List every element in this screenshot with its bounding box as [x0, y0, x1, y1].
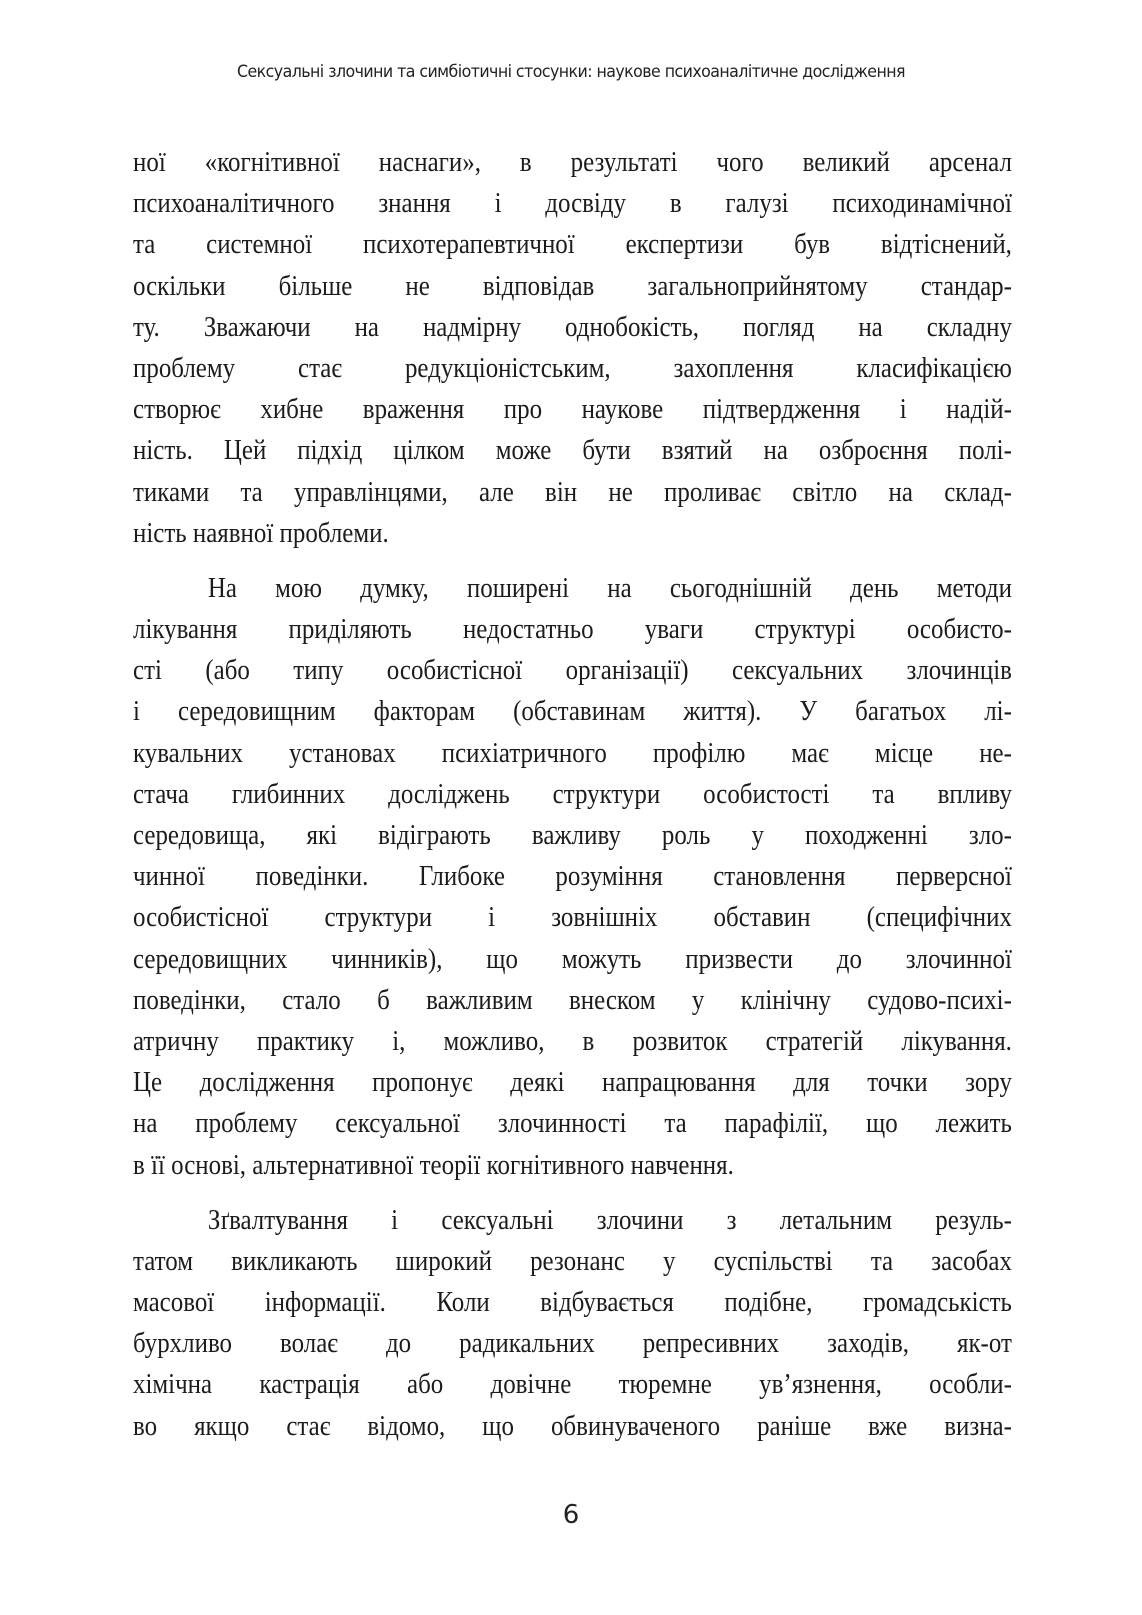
- text-line: психоаналітичного знання і досвіду в галузі психодинамічної: [133, 187, 1012, 220]
- text-line: тиками та управлінцями, але він не проливає світло на склад-: [133, 475, 1012, 508]
- page-number: 6: [562, 1500, 580, 1530]
- text-line: оскільки більше не відповідав загальноприйнятому стандар-: [133, 269, 1012, 302]
- text-line: особистісної структури і зовнішніх обставин (специфічних: [133, 901, 1012, 934]
- text-line: поведінки, стало б важливим внеском у клінічну судово-психі-: [133, 983, 1012, 1016]
- paragraph-spacer: [133, 554, 1012, 568]
- paragraph: [133, 1200, 1012, 1447]
- text-line: Зґвалтування і сексуальні злочини з летальним резуль-: [207, 1203, 1012, 1236]
- text-line: атричну практику і, можливо, в розвиток стратегій лікування.: [133, 1024, 1012, 1057]
- running-header: Сексуальні злочини та симбіотичні стосунки: наукове психоаналітичне дослідження: [237, 62, 905, 82]
- text-line: ту. Зважаючи на надмірну однобокість, погляд на складну: [133, 310, 1012, 343]
- text-line: татом викликають широкий резонанс у суспільстві та засобах: [133, 1244, 1012, 1277]
- text-line: бурхливо волає до радикальних репресивних заходів, як-от: [133, 1327, 1012, 1360]
- text-line: стача глибинних досліджень структури особистості та впливу: [133, 777, 1012, 810]
- text-line: Це дослідження пропонує деякі напрацювання для точки зору: [133, 1066, 1012, 1099]
- text-line: чинної поведінки. Глибоке розуміння становлення перверсної: [133, 860, 1012, 893]
- text-line: сті (або типу особистісної організації) сексуальних злочинців: [133, 654, 1012, 687]
- text-line: ність наявної проблеми.: [133, 516, 389, 549]
- text-line: хімічна кастрація або довічне тюремне ув’язнення, особли-: [133, 1368, 1012, 1401]
- text-line: створює хибне враження про наукове підтвердження і надій-: [133, 393, 1012, 426]
- text-line: На мою думку, поширені на сьогоднішній день методи: [207, 571, 1012, 604]
- text-line: лікування приділяють недостатньо уваги структурі особисто-: [133, 613, 1012, 646]
- text-line: масової інформації. Коли відбувається подібне, громадськість: [133, 1286, 1012, 1319]
- text-line: кувальних установах психіатричного профілю має місце не-: [133, 736, 1012, 769]
- text-line: проблему стає редукціоністським, захоплення класифікацією: [133, 351, 1012, 384]
- text-line: середовищних чинників), що можуть призвести до злочинної: [133, 942, 1012, 975]
- text-line: і середовищним факторам (обставинам життя). У багатьох лі-: [133, 695, 1012, 728]
- paragraph: [133, 568, 1012, 1186]
- page-body: [133, 142, 1012, 1447]
- text-line: середовища, які відіграють важливу роль у походженні зло-: [133, 819, 1012, 851]
- text-line: во якщо стає відомо, що обвинуваченого раніше вже визна-: [133, 1409, 1012, 1442]
- paragraph: [133, 142, 1012, 554]
- text-line: ної «когнітивної наснаги», в результаті чого великий арсенал: [133, 146, 1012, 178]
- text-line: в її основі, альтернативної теорії когнітивного навчення.: [133, 1148, 734, 1181]
- text-line: ність. Цей підхід цілком може бути взятий на озброєння полі-: [133, 434, 1012, 467]
- text-line: на проблему сексуальної злочинності та парафілії, що лежить: [133, 1107, 1012, 1140]
- paragraph-spacer: [133, 1186, 1012, 1200]
- text-line: та системної психотерапевтичної експертизи був відтіснений,: [133, 228, 1012, 261]
